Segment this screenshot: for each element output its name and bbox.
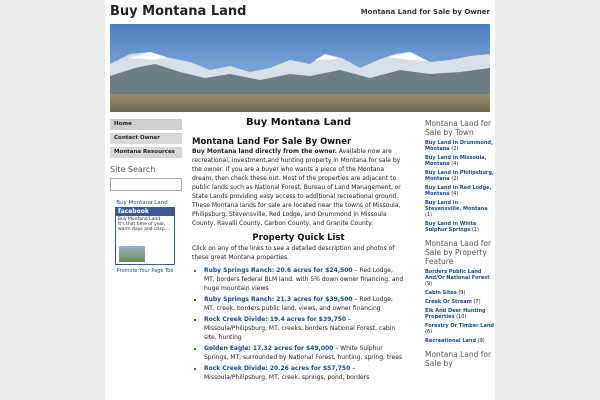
property-description: – Missoula/Philipsburg, MT, creek, springs, pond, borders bbox=[204, 365, 370, 381]
list-item bbox=[425, 338, 495, 344]
facebook-post-text: It's that time of year, warm days and crisp... bbox=[118, 222, 170, 232]
intro-bold-text: Buy Montana land directly from the owner. bbox=[192, 148, 337, 155]
post-count: (2) bbox=[451, 146, 459, 152]
site-search-heading: Site Search bbox=[110, 165, 156, 174]
town-link[interactable]: Buy Land in Red Lodge, Montana bbox=[425, 185, 492, 197]
site-tagline: Montana Land for Sale by Owner bbox=[360, 8, 490, 16]
facebook-logo: facebook bbox=[116, 208, 174, 216]
post-count: (9) bbox=[425, 281, 433, 287]
page-subtitle: Montana Land For Sale By Owner bbox=[192, 137, 352, 147]
header-banner-image bbox=[110, 24, 490, 112]
page-container bbox=[105, 0, 495, 400]
list-item bbox=[425, 140, 495, 152]
property-description: – Red Lodge, MT, borders federal BLM land, with 5% down owner financing, and huge mountain views bbox=[204, 267, 404, 292]
property-link[interactable]: Golden Eagle: 17.32 acres for $49,000 bbox=[204, 345, 334, 352]
property-description: – Red Lodge, MT, creek, borders public land, views, and owner financing bbox=[204, 296, 393, 312]
property-description: – Missoula/Philipsburg, MT, creeks, borders National Forest, cabin site, hunting bbox=[204, 316, 396, 341]
post-count: (1) bbox=[471, 227, 479, 233]
property-link[interactable]: Rock Creek Divide: 20.26 acres for $57,750 bbox=[204, 365, 351, 372]
feature-link[interactable]: Elk And Deer Hunting Properties bbox=[425, 308, 486, 320]
property-description: – White Sulphur Springs, MT, surrounded by National Forest, hunting, spring, trees bbox=[204, 345, 403, 361]
site-header bbox=[105, 0, 495, 24]
intro-text: Available now are recreational, investment,and hunting property in Montana for sale by the owner. If you are a buyer who wants a piece of the Montana dream, then check these out. Most of the properties are adjacent to public lands such as National Forest, Bureau of Land Management, or State Lands providing easy access to additional recreational ground. These Montana lands for sale are located near the towns of Missoula, Philipsburg, Stevensville, Red Lodge, and Drummond in Missoula County, Ravalli County, Carbon County, and Granite County. bbox=[192, 148, 401, 227]
post-count: (2) bbox=[451, 176, 459, 182]
post-count: (9) bbox=[458, 290, 466, 296]
facebook-widget-title[interactable]: Buy Montana Land bbox=[116, 200, 168, 206]
by-feature-heading: Montana Land for Sale by Property Feature bbox=[425, 239, 492, 266]
post-count: (4) bbox=[451, 191, 459, 197]
list-item bbox=[425, 308, 495, 320]
town-link[interactable]: Buy Land in Philipsburg, Montana bbox=[425, 170, 494, 182]
list-item bbox=[204, 315, 405, 342]
facebook-badge[interactable] bbox=[115, 207, 175, 265]
by-town-heading: Montana Land for Sale by Town bbox=[425, 119, 492, 137]
list-item bbox=[425, 299, 495, 305]
list-item bbox=[425, 290, 495, 296]
list-item bbox=[425, 323, 495, 335]
list-item bbox=[204, 266, 405, 293]
list-item bbox=[425, 170, 495, 182]
feature-link[interactable]: Forestry Or Timber Land bbox=[425, 323, 495, 329]
town-link[interactable]: Buy Land in Drummond, Montana bbox=[425, 140, 493, 152]
left-sidebar bbox=[110, 118, 182, 274]
site-search-input[interactable] bbox=[110, 178, 182, 191]
quick-list-description: Click on any of the links to see a detailed description and photos of these great Montana properties. bbox=[192, 245, 395, 261]
promote-page-link[interactable]: Promote Your Page Too bbox=[116, 268, 174, 274]
list-item bbox=[204, 344, 405, 362]
facebook-page-name: Buy Montana Land bbox=[118, 217, 161, 222]
property-link[interactable]: Ruby Springs Ranch: 20.6 acres for $24,500 bbox=[204, 267, 353, 274]
list-item bbox=[204, 364, 405, 382]
feature-link[interactable]: Borders Public Land And/Or National Forest bbox=[425, 269, 490, 281]
list-item bbox=[425, 155, 495, 167]
property-quick-list-title: Property Quick List bbox=[252, 233, 345, 243]
feature-link[interactable]: Creek Or Stream bbox=[425, 299, 472, 305]
town-link[interactable]: Buy Land in Stevensville, Montana bbox=[425, 200, 488, 212]
list-item bbox=[425, 185, 495, 197]
post-count: (4) bbox=[451, 161, 459, 167]
post-count: (7) bbox=[473, 299, 481, 305]
post-count: (9) bbox=[477, 338, 485, 344]
site-title-link[interactable]: Buy Montana Land bbox=[110, 4, 247, 19]
intro-paragraph bbox=[192, 147, 405, 228]
nav-montana-resources[interactable]: Montana Resources bbox=[110, 146, 182, 158]
right-sidebar bbox=[425, 119, 495, 368]
list-item bbox=[204, 295, 405, 313]
list-item bbox=[425, 269, 495, 287]
main-content bbox=[192, 117, 405, 384]
property-link[interactable]: Rock Creek Divide: 19.4 acres for $39,750 bbox=[204, 316, 347, 323]
post-count: (1) bbox=[425, 212, 433, 218]
property-link[interactable]: Ruby Springs Ranch: 21.3 acres for $39,500 bbox=[204, 296, 353, 303]
nav-contact-owner[interactable]: Contact Owner bbox=[110, 132, 182, 144]
page-title: Buy Montana Land bbox=[246, 117, 351, 128]
feature-link[interactable]: Cabin Sites bbox=[425, 290, 457, 296]
nav-home[interactable]: Home bbox=[110, 118, 182, 130]
town-link[interactable]: Buy Land in White Sulphur Springs bbox=[425, 221, 477, 233]
facebook-photo bbox=[119, 246, 145, 262]
feature-link[interactable]: Recreational Land bbox=[425, 338, 477, 344]
post-count: (6) bbox=[425, 329, 433, 335]
post-count: (10) bbox=[456, 314, 467, 320]
property-list bbox=[192, 266, 405, 382]
town-link[interactable]: Buy Land in Missoula, Montana bbox=[425, 155, 487, 167]
list-item bbox=[425, 200, 495, 218]
by-other-heading: Montana Land for Sale by bbox=[425, 350, 492, 368]
list-item bbox=[425, 221, 495, 233]
